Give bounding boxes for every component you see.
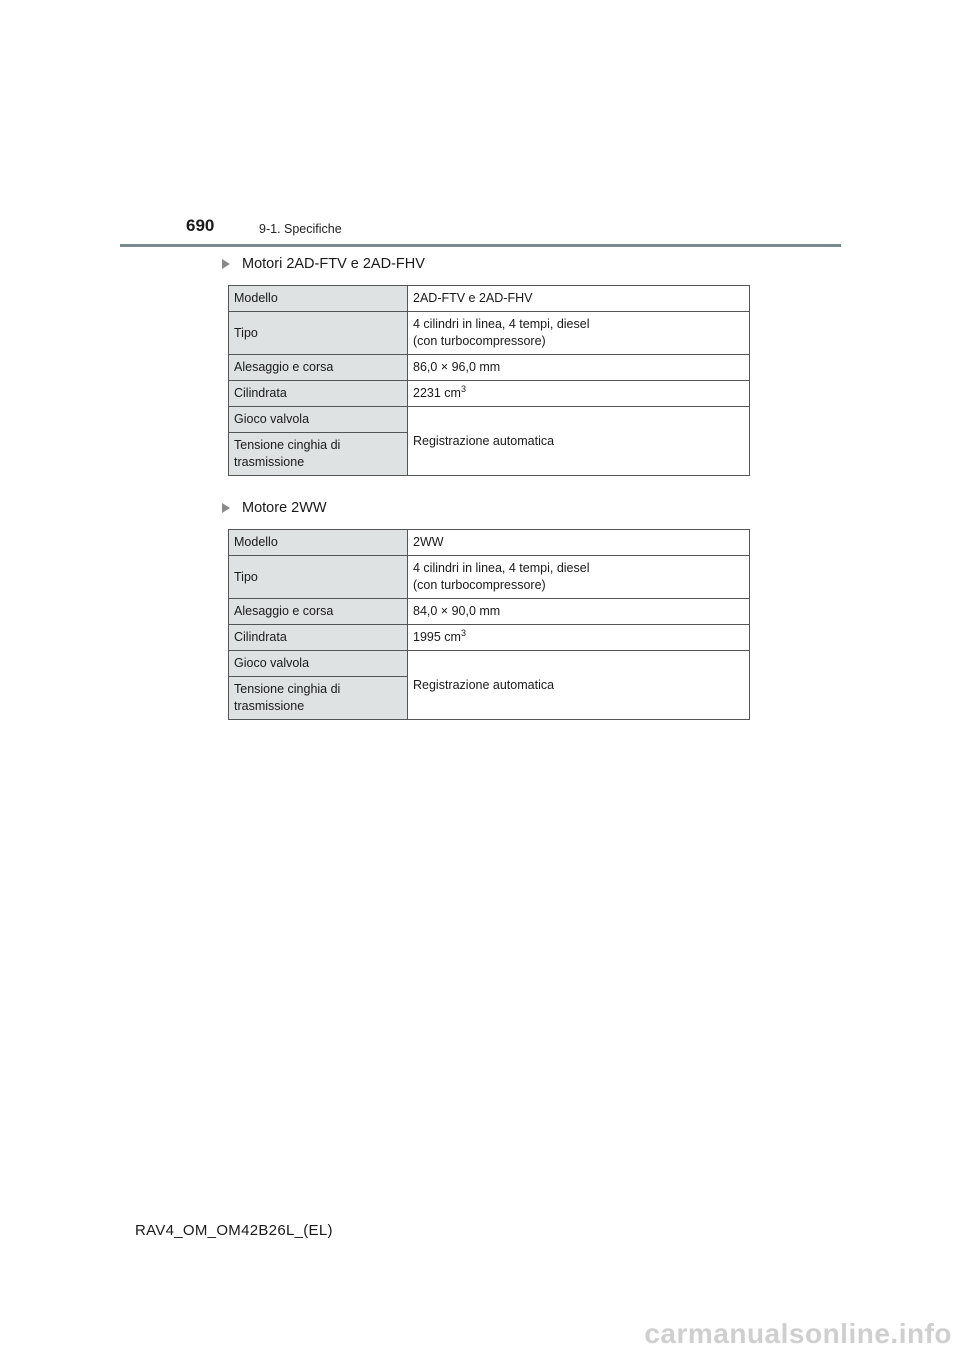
subhead-2ad — [222, 256, 425, 272]
label-line: Tensione cinghia di — [234, 682, 341, 696]
label-line: trasmissione — [234, 455, 305, 469]
label-line: trasmissione — [234, 699, 305, 713]
row-label: Alesaggio e corsa — [229, 599, 408, 625]
unit-superscript: 3 — [460, 627, 466, 638]
subhead-label: Motori 2AD-FTV e 2AD-FHV — [242, 256, 425, 272]
row-label: Modello — [229, 286, 408, 312]
table-row — [229, 556, 750, 599]
table-row — [229, 286, 750, 312]
row-value: 86,0 × 96,0 mm — [408, 355, 750, 381]
value-text: 2231 cm — [413, 386, 461, 400]
value-line: 4 cilindri in linea, 4 tempi, diesel — [413, 561, 590, 575]
page-number: 690 — [186, 216, 215, 235]
triangle-bullet-icon — [222, 259, 230, 269]
row-value: 2AD-FTV e 2AD-FHV — [408, 286, 750, 312]
row-label — [229, 433, 408, 476]
row-label: Tipo — [229, 312, 408, 355]
row-label: Modello — [229, 530, 408, 556]
row-value — [408, 625, 750, 651]
row-label: Tipo — [229, 556, 408, 599]
subhead-2ww — [222, 500, 327, 516]
table-row — [229, 530, 750, 556]
row-label: Cilindrata — [229, 625, 408, 651]
unit-superscript: 3 — [460, 383, 466, 394]
table-row — [229, 407, 750, 433]
label-line: Tensione cinghia di — [234, 438, 341, 452]
header-rule — [120, 244, 841, 247]
spec-table-2ww — [228, 529, 750, 720]
section-title: 9-1. Specifiche — [259, 222, 342, 236]
value-line: (con turbocompressore) — [413, 334, 546, 348]
table-row — [229, 381, 750, 407]
footer-code: RAV4_OM_OM42B26L_(EL) — [135, 1222, 333, 1239]
row-label — [229, 677, 408, 720]
subhead-label: Motore 2WW — [242, 500, 327, 516]
row-label: Gioco valvola — [229, 407, 408, 433]
row-value — [408, 556, 750, 599]
spec-table-2ad — [228, 285, 750, 476]
value-line: 4 cilindri in linea, 4 tempi, diesel — [413, 317, 590, 331]
row-value: Registrazione automatica — [408, 407, 750, 476]
row-value: Registrazione automatica — [408, 651, 750, 720]
table-row — [229, 355, 750, 381]
table-row — [229, 625, 750, 651]
row-label: Gioco valvola — [229, 651, 408, 677]
value-text: 1995 cm — [413, 630, 461, 644]
row-value — [408, 381, 750, 407]
row-value: 2WW — [408, 530, 750, 556]
row-value — [408, 312, 750, 355]
watermark: carmanualsonline.info — [644, 1318, 952, 1349]
triangle-bullet-icon — [222, 503, 230, 513]
value-line: (con turbocompressore) — [413, 578, 546, 592]
table-row — [229, 312, 750, 355]
row-value: 84,0 × 90,0 mm — [408, 599, 750, 625]
table-row — [229, 651, 750, 677]
row-label: Cilindrata — [229, 381, 408, 407]
row-label: Alesaggio e corsa — [229, 355, 408, 381]
table-row — [229, 599, 750, 625]
